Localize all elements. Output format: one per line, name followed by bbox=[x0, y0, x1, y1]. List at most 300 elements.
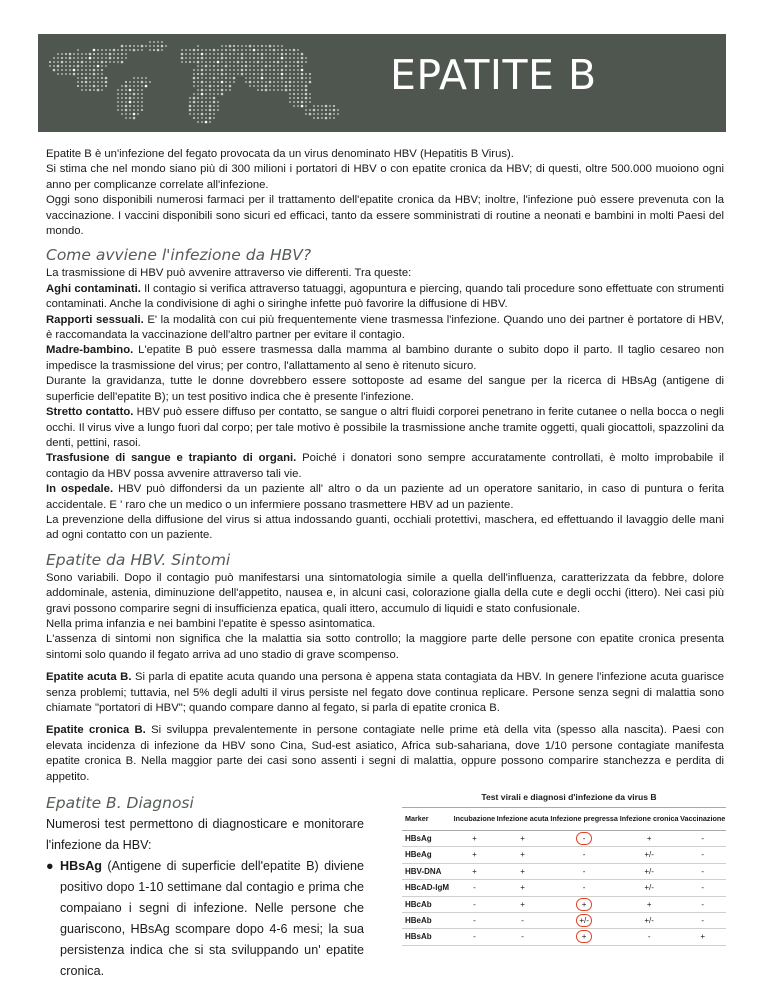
map-dot bbox=[217, 101, 219, 103]
map-dot bbox=[273, 81, 275, 83]
map-dot bbox=[77, 65, 80, 68]
map-dot bbox=[137, 77, 139, 79]
map-dot bbox=[265, 61, 267, 63]
map-dot bbox=[301, 73, 304, 76]
map-dot bbox=[213, 109, 215, 111]
map-dot bbox=[149, 81, 151, 83]
map-dot bbox=[317, 117, 319, 119]
map-dot bbox=[133, 93, 136, 96]
map-dot bbox=[117, 101, 119, 103]
map-dot bbox=[213, 49, 216, 52]
table-cell bbox=[549, 929, 619, 945]
map-dot bbox=[241, 49, 243, 51]
map-dot bbox=[133, 109, 135, 111]
map-dot bbox=[117, 61, 119, 63]
table-cell: HBsAg bbox=[402, 831, 453, 847]
map-dot bbox=[233, 45, 235, 47]
table-cell: - bbox=[496, 913, 550, 929]
map-dot bbox=[97, 77, 99, 79]
map-dot bbox=[293, 89, 295, 91]
map-dot bbox=[141, 109, 143, 111]
map-dot bbox=[93, 57, 95, 59]
map-dot bbox=[337, 109, 339, 111]
map-dot bbox=[269, 81, 272, 84]
map-dot bbox=[281, 49, 283, 51]
map-dot bbox=[281, 85, 283, 87]
transmission-item: Rapporti sessuali. E' la modalità con cui più frequentemente viene trasmessa l'infezione. Quando uno dei partner è portatore di HBV, è raccomandata la vaccinazione dell'altro partner per evitare il contagio. bbox=[46, 313, 724, 342]
map-dot bbox=[205, 81, 207, 83]
map-dot bbox=[77, 77, 79, 79]
map-dot bbox=[125, 49, 127, 51]
map-dot bbox=[249, 53, 251, 55]
map-dot bbox=[285, 89, 288, 92]
map-dot bbox=[117, 105, 119, 107]
table-cell: + bbox=[453, 831, 496, 847]
map-dot bbox=[277, 81, 279, 83]
map-dot bbox=[329, 117, 331, 119]
map-dot bbox=[85, 77, 88, 80]
map-dot bbox=[313, 113, 315, 115]
map-dot bbox=[261, 77, 264, 80]
map-dot bbox=[85, 85, 87, 87]
column-header: Infezione acuta bbox=[496, 808, 550, 831]
map-dot bbox=[197, 53, 199, 55]
map-dot bbox=[297, 85, 299, 87]
map-dot bbox=[73, 65, 75, 67]
map-dot bbox=[201, 117, 203, 119]
table-row bbox=[402, 831, 726, 847]
map-dot bbox=[245, 57, 247, 59]
circled-value: - bbox=[576, 832, 592, 845]
map-dot bbox=[209, 49, 211, 51]
map-dot bbox=[105, 65, 107, 67]
transmission-item: In ospedale. HBV può diffondersi da un paziente all' altro o da un paziente ad un operatore sanitario, in caso di puntura o ferita accidentale. E ' raro che un medico o un infermiere possano trasmettere HBV ad un paziente. bbox=[46, 483, 724, 511]
table-cell: HBsAb bbox=[402, 929, 453, 945]
map-dot bbox=[141, 101, 143, 103]
map-dot bbox=[193, 81, 195, 83]
map-dot bbox=[197, 89, 199, 91]
map-dot bbox=[205, 101, 207, 103]
map-dot bbox=[201, 109, 203, 111]
map-dot bbox=[105, 61, 107, 63]
map-dot bbox=[105, 57, 107, 59]
map-dot bbox=[133, 89, 135, 91]
map-dot bbox=[297, 77, 299, 79]
map-dot bbox=[225, 69, 227, 71]
map-dot bbox=[57, 57, 59, 59]
map-dot bbox=[137, 85, 139, 87]
table-cell bbox=[549, 831, 619, 847]
map-dot bbox=[205, 93, 207, 95]
map-dot bbox=[253, 49, 256, 52]
map-dot bbox=[221, 77, 223, 79]
map-dot bbox=[253, 53, 255, 55]
map-dot bbox=[237, 57, 239, 59]
map-dot bbox=[225, 61, 227, 63]
map-dot bbox=[109, 53, 112, 56]
map-dot bbox=[89, 61, 91, 63]
map-dot bbox=[73, 73, 76, 76]
map-dot bbox=[301, 85, 303, 87]
map-dot bbox=[53, 69, 56, 72]
map-dot bbox=[293, 61, 295, 63]
map-dot bbox=[53, 57, 55, 59]
map-dot bbox=[89, 65, 91, 67]
map-dot bbox=[161, 49, 163, 51]
map-dot bbox=[141, 45, 144, 48]
map-dot bbox=[205, 121, 208, 124]
map-dot bbox=[157, 45, 159, 47]
map-dot bbox=[293, 101, 295, 103]
map-dot bbox=[213, 77, 216, 80]
map-dot bbox=[85, 61, 87, 63]
map-dot bbox=[221, 81, 224, 84]
table-cell: + bbox=[619, 831, 680, 847]
map-dot bbox=[333, 113, 335, 115]
map-dot bbox=[225, 49, 227, 51]
map-dot bbox=[245, 45, 247, 47]
map-dot bbox=[133, 105, 135, 107]
map-dot bbox=[305, 97, 308, 100]
map-dot bbox=[205, 73, 207, 75]
bullet-icon: ● bbox=[46, 859, 54, 874]
table-cell: + bbox=[496, 880, 550, 896]
header-banner bbox=[38, 34, 726, 132]
map-dot bbox=[81, 73, 83, 75]
map-dot bbox=[117, 109, 119, 111]
map-dot bbox=[201, 121, 203, 123]
map-dot bbox=[257, 57, 259, 59]
map-dot bbox=[129, 117, 131, 119]
map-dot bbox=[201, 53, 204, 56]
map-dot bbox=[265, 77, 267, 79]
map-dot bbox=[277, 45, 279, 47]
map-dot bbox=[261, 61, 263, 63]
map-dot bbox=[213, 73, 215, 75]
map-dot bbox=[221, 61, 223, 63]
map-dot bbox=[205, 57, 207, 59]
map-dot bbox=[197, 113, 199, 115]
map-dot bbox=[253, 61, 255, 63]
map-dot bbox=[69, 65, 71, 67]
map-dot bbox=[61, 69, 63, 71]
column-header: Infezione cronica bbox=[619, 808, 680, 831]
map-dot bbox=[309, 93, 311, 95]
map-dot bbox=[309, 77, 311, 79]
map-dot bbox=[133, 113, 136, 116]
map-dot bbox=[309, 109, 311, 111]
transmission-item: Aghi contaminati. Il contagio si verifica attraverso tatuaggi, agopuntura e piercing, quando tali procedure sono effettuate con strumenti contaminati. Anche la condivisione di aghi o siringhe infette può favorire la diffusione di HBV. bbox=[46, 282, 724, 311]
map-dot bbox=[193, 109, 195, 111]
map-dot bbox=[241, 73, 244, 76]
map-dot bbox=[197, 97, 199, 99]
term: Trasfusione di sangue e trapianto di organi. bbox=[46, 452, 297, 465]
map-dot bbox=[233, 77, 236, 80]
map-dot bbox=[193, 77, 196, 80]
term: In ospedale. bbox=[46, 483, 114, 496]
map-dot bbox=[277, 61, 280, 64]
map-dot bbox=[297, 57, 299, 59]
term: Rapporti sessuali. bbox=[46, 313, 144, 326]
map-dot bbox=[189, 113, 191, 115]
map-dot bbox=[69, 69, 71, 71]
map-dot bbox=[209, 73, 211, 75]
map-dot bbox=[281, 57, 284, 60]
map-dot bbox=[297, 69, 299, 71]
map-dot bbox=[185, 57, 187, 59]
map-dot bbox=[101, 81, 103, 83]
map-dot bbox=[97, 57, 99, 59]
map-dot bbox=[217, 69, 219, 71]
map-dot bbox=[325, 117, 328, 120]
map-dot bbox=[61, 73, 63, 75]
map-dot bbox=[129, 85, 131, 87]
map-dot bbox=[257, 61, 260, 64]
map-dot bbox=[261, 73, 264, 76]
map-dot bbox=[129, 97, 132, 100]
map-dot bbox=[285, 85, 288, 88]
map-dot bbox=[49, 61, 51, 63]
map-dot bbox=[65, 57, 67, 59]
map-dot bbox=[289, 65, 291, 67]
map-dot bbox=[137, 93, 139, 95]
map-dot bbox=[213, 113, 215, 115]
map-dot bbox=[97, 49, 99, 51]
map-dot bbox=[105, 81, 108, 84]
map-dot bbox=[301, 61, 303, 63]
map-dot bbox=[93, 81, 95, 83]
map-dot bbox=[309, 81, 312, 84]
map-dot bbox=[213, 61, 215, 63]
map-dot bbox=[217, 65, 219, 67]
map-dot bbox=[129, 113, 131, 115]
map-dot bbox=[305, 93, 308, 96]
map-dot bbox=[277, 73, 279, 75]
map-dot bbox=[89, 53, 92, 56]
map-dot bbox=[89, 85, 91, 87]
section-heading: Epatite da HBV. Sintomi bbox=[46, 550, 231, 569]
map-dot bbox=[301, 89, 303, 91]
map-dot bbox=[201, 85, 203, 87]
map-dot bbox=[201, 93, 204, 96]
table-cell: - bbox=[679, 896, 726, 912]
map-dot bbox=[277, 49, 279, 51]
map-dot bbox=[57, 65, 60, 68]
map-dot bbox=[209, 121, 211, 123]
map-dot bbox=[201, 49, 203, 51]
map-dot bbox=[265, 85, 268, 88]
map-dot bbox=[121, 49, 123, 51]
map-dot bbox=[293, 85, 295, 87]
map-dot bbox=[217, 77, 219, 79]
map-dot bbox=[233, 81, 235, 83]
table-cell: - bbox=[549, 863, 619, 879]
map-dot bbox=[241, 45, 243, 47]
map-dot bbox=[121, 89, 123, 91]
map-dot bbox=[293, 105, 295, 107]
map-dot bbox=[209, 53, 211, 55]
map-dot bbox=[189, 61, 191, 63]
map-dot bbox=[189, 53, 191, 55]
map-dot bbox=[101, 57, 103, 59]
map-dot bbox=[261, 57, 264, 60]
map-dot bbox=[193, 57, 195, 59]
map-dot bbox=[137, 89, 139, 91]
map-dot bbox=[137, 45, 139, 47]
map-dot bbox=[269, 85, 271, 87]
map-dot bbox=[125, 117, 127, 119]
map-dot bbox=[105, 77, 108, 80]
circled-value: + bbox=[576, 930, 592, 943]
map-dot bbox=[93, 61, 95, 63]
map-dot bbox=[105, 49, 107, 51]
map-dot bbox=[301, 97, 303, 99]
map-dot bbox=[269, 73, 271, 75]
transmission-item: La prevenzione della diffusione del virus si attua indossando guanti, occhiali protettivi, maschera, ed effettuando il lavaggio delle mani ad ogni contatto con un paziente. bbox=[46, 513, 724, 542]
column-header: Marker bbox=[402, 808, 453, 831]
map-dot bbox=[289, 61, 291, 63]
map-dot bbox=[141, 97, 143, 99]
map-dot bbox=[241, 53, 244, 56]
map-dot bbox=[181, 57, 184, 60]
map-dot bbox=[309, 73, 311, 75]
map-dot bbox=[81, 81, 83, 83]
map-dot bbox=[249, 69, 251, 71]
map-dot bbox=[201, 69, 204, 72]
map-dot bbox=[193, 101, 196, 104]
map-dot bbox=[125, 57, 127, 59]
map-dot bbox=[217, 49, 219, 51]
map-dot bbox=[125, 85, 128, 88]
map-dot bbox=[245, 69, 247, 71]
map-dot bbox=[221, 53, 224, 56]
map-dot bbox=[293, 77, 295, 79]
map-dot bbox=[133, 81, 135, 83]
map-dot bbox=[133, 77, 135, 79]
map-dot bbox=[293, 93, 295, 95]
table-cell: - bbox=[496, 929, 550, 945]
map-dot bbox=[213, 69, 215, 71]
table-cell: - bbox=[679, 831, 726, 847]
map-dot bbox=[81, 61, 84, 64]
map-dot bbox=[297, 73, 299, 75]
map-dot bbox=[281, 61, 283, 63]
column-header: Vaccinazione bbox=[679, 808, 726, 831]
map-dot bbox=[225, 77, 227, 79]
table-cell: +/- bbox=[619, 880, 680, 896]
map-dot bbox=[189, 101, 191, 103]
map-dot bbox=[265, 57, 267, 59]
map-dot bbox=[253, 85, 255, 87]
map-dot bbox=[137, 113, 139, 115]
map-dot bbox=[197, 105, 199, 107]
map-dot bbox=[149, 41, 151, 43]
map-dot bbox=[297, 101, 299, 103]
table-cell: - bbox=[679, 847, 726, 863]
map-dot bbox=[133, 49, 136, 52]
map-dot bbox=[209, 117, 212, 120]
map-dot bbox=[265, 45, 267, 47]
map-dot bbox=[109, 61, 111, 63]
map-dot bbox=[61, 61, 64, 64]
map-dot bbox=[101, 85, 103, 87]
map-dot bbox=[257, 45, 259, 47]
map-dot bbox=[81, 53, 83, 55]
table-cell bbox=[549, 913, 619, 929]
map-dot bbox=[301, 93, 303, 95]
map-dot bbox=[289, 85, 291, 87]
map-dot bbox=[337, 113, 339, 115]
map-dot bbox=[277, 65, 279, 67]
map-dot bbox=[129, 49, 131, 51]
map-dot bbox=[197, 61, 200, 64]
map-dot bbox=[273, 85, 275, 87]
map-dot bbox=[89, 57, 92, 60]
map-dot bbox=[221, 89, 224, 92]
term: Epatite cronica B. bbox=[46, 724, 146, 737]
page-title: EPATITE B bbox=[390, 51, 597, 99]
map-dot bbox=[297, 89, 299, 91]
map-dot bbox=[257, 81, 259, 83]
map-dot bbox=[157, 49, 160, 52]
map-dot bbox=[201, 113, 204, 116]
table-cell: - bbox=[453, 880, 496, 896]
table-header-row bbox=[402, 808, 726, 831]
map-dot bbox=[93, 85, 96, 88]
map-dot bbox=[101, 77, 103, 79]
map-dot bbox=[257, 77, 259, 79]
map-dot bbox=[97, 61, 99, 63]
map-dot bbox=[221, 65, 223, 67]
map-dot bbox=[297, 49, 299, 51]
map-dot bbox=[281, 89, 283, 91]
map-dot bbox=[273, 45, 275, 47]
map-dot bbox=[149, 45, 151, 47]
map-dot bbox=[261, 45, 263, 47]
map-dot bbox=[129, 93, 131, 95]
map-dot bbox=[205, 89, 207, 91]
map-dot bbox=[85, 73, 87, 75]
map-dot bbox=[77, 53, 79, 55]
symptoms-paragraph: L'assenza di sintomi non significa che la malattia sia sotto controllo; la maggiore parte delle persone con epatite cronica presenta sintomi solo quando il fegato arriva ad uno stadio di grave scompenso. bbox=[46, 633, 724, 661]
map-dot bbox=[305, 89, 308, 92]
map-dot bbox=[269, 69, 271, 71]
map-dot bbox=[201, 73, 204, 76]
map-dot bbox=[265, 69, 267, 71]
map-dot bbox=[213, 85, 215, 87]
map-dot bbox=[289, 73, 291, 75]
map-dot bbox=[137, 109, 139, 111]
map-dot bbox=[193, 117, 195, 119]
map-dot bbox=[233, 57, 235, 59]
map-dot bbox=[245, 81, 247, 83]
map-dot bbox=[281, 73, 284, 76]
map-dot bbox=[209, 93, 211, 95]
map-dot bbox=[61, 57, 63, 59]
map-dot bbox=[229, 77, 231, 79]
chronic-hepatitis-paragraph: Epatite cronica B. Si sviluppa prevalentemente in persone contagiate nelle prime età della vita (spesso alla nascita). Paesi con elevata incidenza di infezione da HBV sono Cina, Sud-est asiatico, Africa sub-sahariana, dove 1/10 persone contagiate manifesta epatite cronica B. Nella maggior parte dei casi sono assenti i segni di malattia, oppure possono comparire stanchezza e perdita di appetito. bbox=[46, 724, 724, 783]
table-cell: + bbox=[496, 896, 550, 912]
map-dot bbox=[313, 105, 315, 107]
map-dot bbox=[121, 61, 124, 64]
map-dot bbox=[293, 49, 296, 52]
map-dot bbox=[153, 41, 155, 43]
map-dot bbox=[321, 113, 323, 115]
map-dot bbox=[69, 61, 71, 63]
map-dot bbox=[157, 41, 159, 43]
table-cell: HBcAD-IgM bbox=[402, 880, 453, 896]
map-dot bbox=[237, 49, 239, 51]
